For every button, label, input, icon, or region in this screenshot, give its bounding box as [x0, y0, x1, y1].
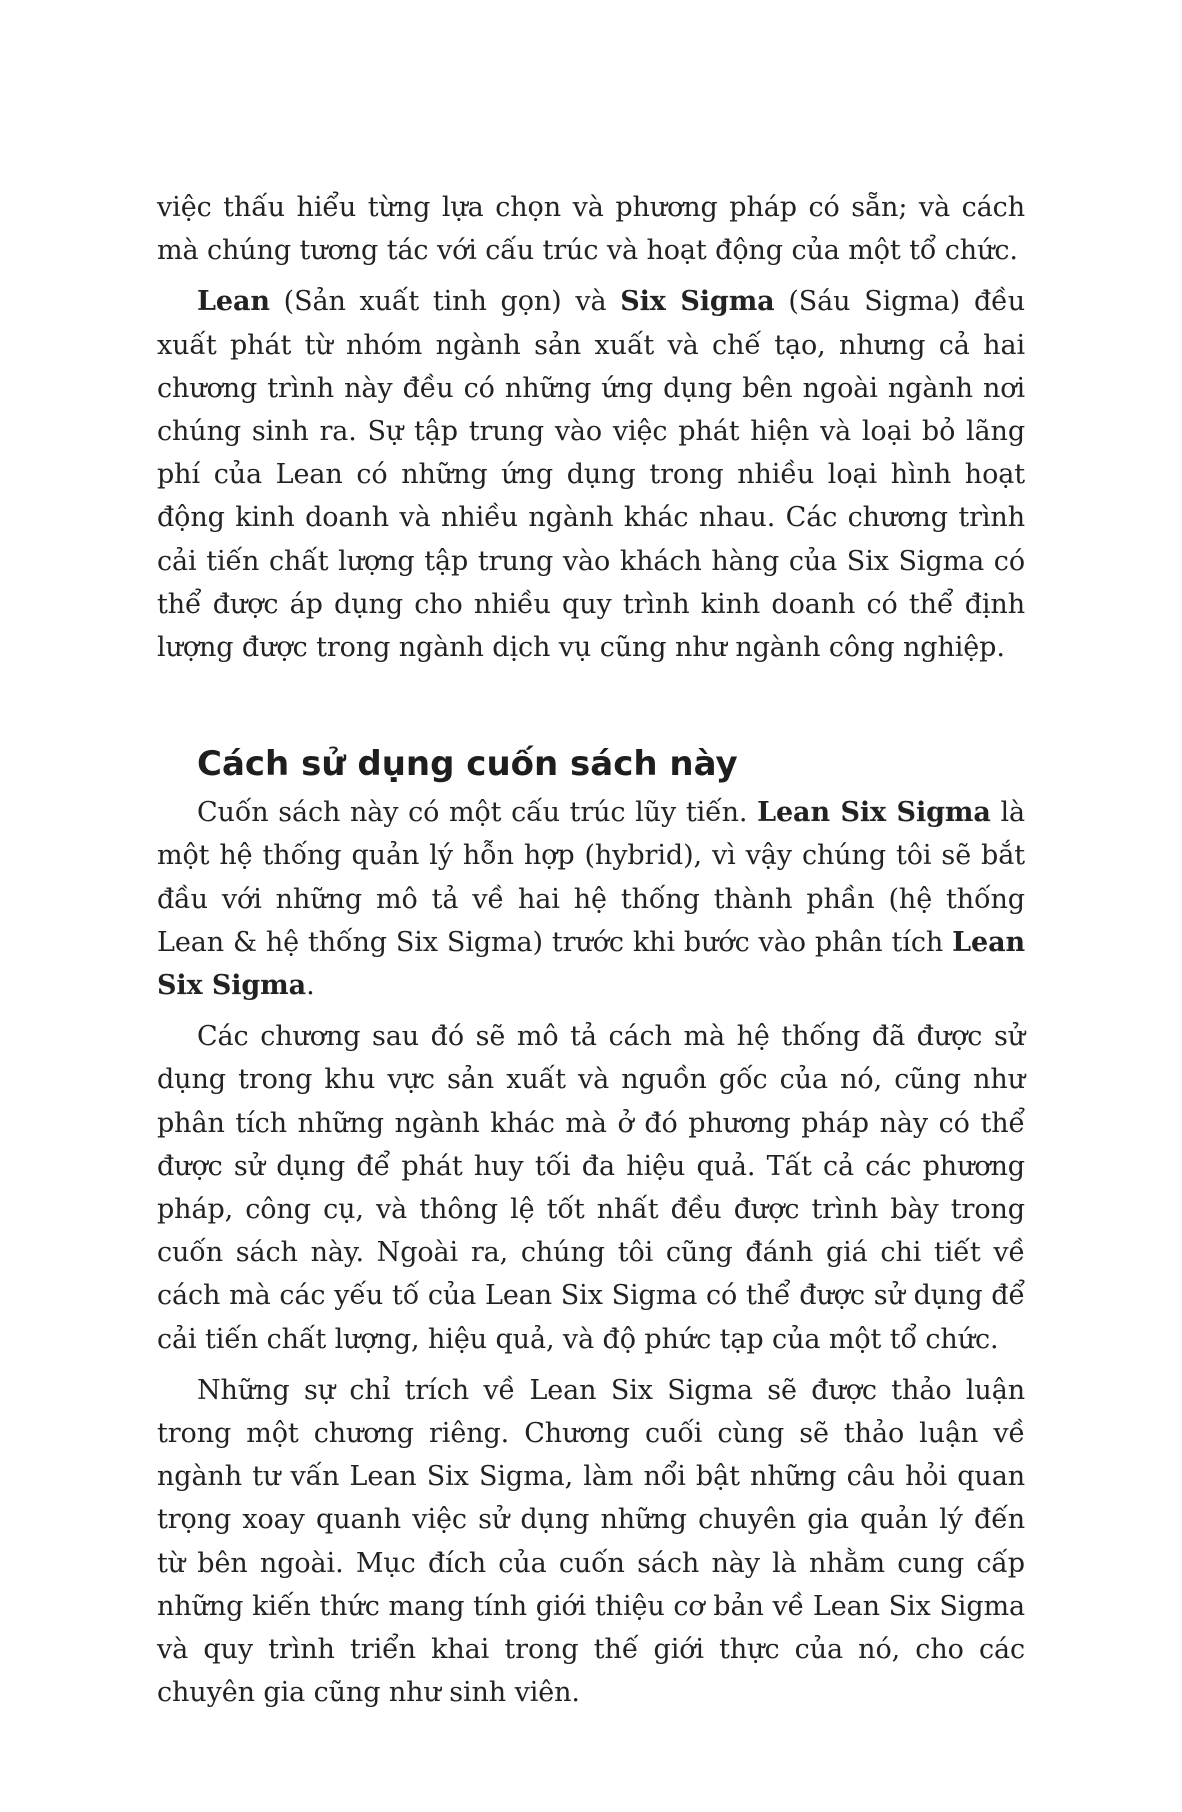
paragraph-text: . [306, 970, 315, 1002]
section-heading: Cách sử dụng cuốn sách này [197, 744, 738, 785]
term-six-sigma: Six Sigma [620, 286, 775, 318]
paragraph-text: là một hệ thống quản lý hỗn hợp (hybrid), vì vậy chúng tôi sẽ bắt đầu với những mô tả về hai hệ thống thành phần (hệ thống Lean & hệ thống Six Sigma) trước khi bước vào phân tích [157, 797, 1025, 958]
book-page [157, 186, 1025, 1715]
paragraph-text: (Sản xuất tinh gọn) và [269, 286, 621, 318]
term-lean-six-sigma: Lean Six Sigma [757, 797, 991, 829]
paragraph-chapters-overview [157, 1015, 1025, 1361]
term-lean-six-sigma: Lean Six Sigma [157, 926, 1025, 1002]
paragraph-text: (Sáu Sigma) đều xuất phát từ nhóm ngành sản xuất và chế tạo, nhưng cả hai chương trình này đều có những ứng dụng bên ngoài ngành nơi chúng sinh ra. Sự tập trung vào việc phát hiện và loại bỏ lãng phí của Lean có những ứng dụng trong nhiều loại hình hoạt động kinh doanh và nhiều ngành khác nhau. Các chương trình cải tiến chất lượng tập trung vào khách hàng của Six Sigma có thể được áp dụng cho nhiều quy trình kinh doanh có thể định lượng được trong ngành dịch vụ cũng như ngành công nghiệp. [157, 286, 1025, 664]
term-lean: Lean [197, 286, 270, 318]
paragraph-text: Những sự chỉ trích về Lean Six Sigma sẽ được thảo luận trong một chương riêng. Chương cuối cùng sẽ thảo luận về ngành tư vấn Lean Six Sigma, làm nổi bật những câu hỏi quan trọng xoay quanh việc sử dụng những chuyên gia quản lý đến từ bên ngoài. Mục đích của cuốn sách này là nhằm cung cấp những kiến thức mang tính giới thiệu cơ bản về Lean Six Sigma và quy trình triển khai trong thế giới thực của nó, cho các chuyên gia cũng như sinh viên. [157, 1374, 1025, 1709]
paragraph-criticism-and-purpose [157, 1369, 1025, 1715]
paragraph-text: Cuốn sách này có một cấu trúc lũy tiến. [197, 797, 758, 829]
paragraph-text: việc thấu hiểu từng lựa chọn và phương pháp có sẵn; và cách mà chúng tương tác với cấu trúc và hoạt động của một tổ chức. [157, 192, 1025, 267]
paragraph-continued [157, 186, 1025, 272]
paragraph-book-structure [157, 791, 1025, 1007]
paragraph-text: Các chương sau đó sẽ mô tả cách mà hệ thống đã được sử dụng trong khu vực sản xuất và nguồn gốc của nó, cũng như phân tích những ngành khác mà ở đó phương pháp này có thể được sử dụng để phát huy tối đa hiệu quả. Tất cả các phương pháp, công cụ, và thông lệ tốt nhất đều được trình bày trong cuốn sách này. Ngoài ra, chúng tôi cũng đánh giá chi tiết về cách mà các yếu tố của Lean Six Sigma có thể được sử dụng để cải tiến chất lượng, hiệu quả, và độ phức tạp của một tổ chức. [157, 1021, 1025, 1355]
paragraph-lean-six-sigma-origins [157, 280, 1025, 669]
